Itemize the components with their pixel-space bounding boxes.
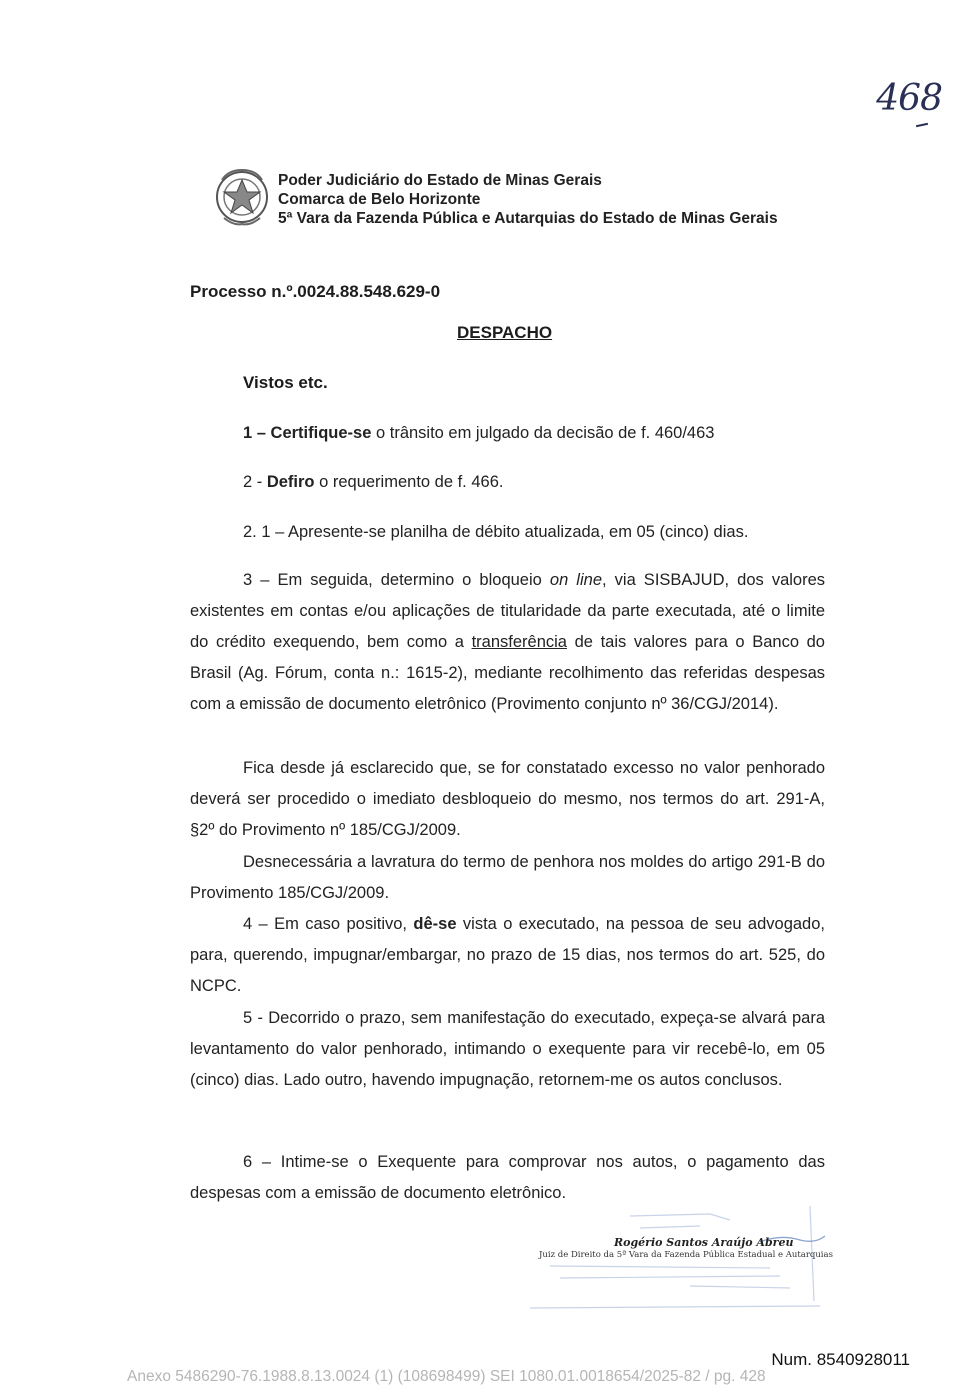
item-4-bold: dê-se (413, 915, 457, 933)
item-2 (243, 473, 503, 492)
item-2-1: 2. 1 – Apresente-se planilha de débito atualizada, em 05 (cinco) dias. (243, 523, 749, 541)
item-3-part-2: , via SISBAJUD, dos valores existentes em contas e/ou aplicações de titularidade da parte executada, até o limite do crédito exequendo, bem como a (190, 571, 826, 651)
item-3-paragraph (190, 565, 825, 720)
page-number-underline (916, 123, 928, 127)
item-1-prefix: 1 – (243, 424, 271, 442)
item-3-part-1: 3 – Em seguida, determino o bloqueio (243, 571, 550, 589)
item-4-paragraph (190, 909, 825, 1002)
header-line-2: Comarca de Belo Horizonte (278, 191, 481, 208)
item-5-paragraph: 5 - Decorrido o prazo, sem manifestação do executado, expeça-se alvará para levantamento do valor penhorado, intimando o exequente para vir recebê-lo, em 05 (cinco) dias. Lado outro, havendo impugnação, retornem-me os autos conclusos. (190, 1009, 825, 1089)
item-6-paragraph: 6 – Intime-se o Exequente para comprovar nos autos, o pagamento das despesas com a emissão de documento eletrônico. (190, 1153, 825, 1202)
item-3-underlined: transferência (471, 633, 567, 651)
page-number: 468 (876, 78, 942, 119)
header-line-1: Poder Judiciário do Estado de Minas Gerais (278, 172, 602, 189)
item-1-bold: Certifique-se (270, 424, 372, 442)
item-3-part-3: de tais valores para o Banco do Brasil (Ag. Fórum, conta n.: 1615-2), mediante recolhimento das referidas despesas com a emissão de documento eletrônico (Provimento conjunto nº 36/CGJ/2014). (190, 633, 825, 713)
document-id: Num. 8540928011 (771, 1350, 910, 1369)
unnecessary-paragraph: Desnecessária a lavratura do termo de penhora nos moldes do artigo 291-B do Provimento 185/CGJ/2009. (190, 853, 825, 902)
court-header (278, 171, 778, 228)
excess-paragraph: Fica desde já esclarecido que, se for constatado excesso no valor penhorado deverá ser procedido o imediato desbloqueio do mesmo, nos termos do art. 291-A, §2º do Provimento nº 185/CGJ/2009. (190, 759, 825, 839)
signature-title: Juiz de Direito da 5ª Vara da Fazenda Pública Estadual e Autarquias (539, 1250, 833, 1260)
signature-name: Rogério Santos Araújo Abreu (614, 1236, 794, 1249)
item-2-rest: o requerimento de f. 466. (314, 473, 504, 491)
header-line-3: 5ª Vara da Fazenda Pública e Autarquias do Estado de Minas Gerais (278, 210, 778, 227)
greeting: Vistos etc. (243, 373, 328, 392)
item-4-rest: vista o executado, na pessoa de seu advogado, para, querendo, impugnar/embargar, no prazo de 15 dias, nos termos do art. 525, do NCPC. (190, 915, 825, 995)
footer-annotation: Anexo 5486290-76.1988.8.13.0024 (1) (108698499) SEI 1080.01.0018654/2025-82 / pg. 428 (127, 1368, 766, 1385)
item-4-prefix: 4 – Em caso positivo, (243, 915, 414, 933)
item-1 (243, 424, 714, 443)
item-1-rest: o trânsito em julgado da decisão de f. 460/463 (371, 424, 715, 442)
item-2-prefix: 2 - (243, 473, 267, 491)
item-3-italic: on line (549, 571, 602, 589)
process-number: Processo n.º.0024.88.548.629-0 (190, 282, 441, 301)
coat-of-arms-icon (214, 166, 270, 228)
document-title: DESPACHO (457, 323, 553, 342)
item-2-bold: Defiro (266, 473, 315, 491)
